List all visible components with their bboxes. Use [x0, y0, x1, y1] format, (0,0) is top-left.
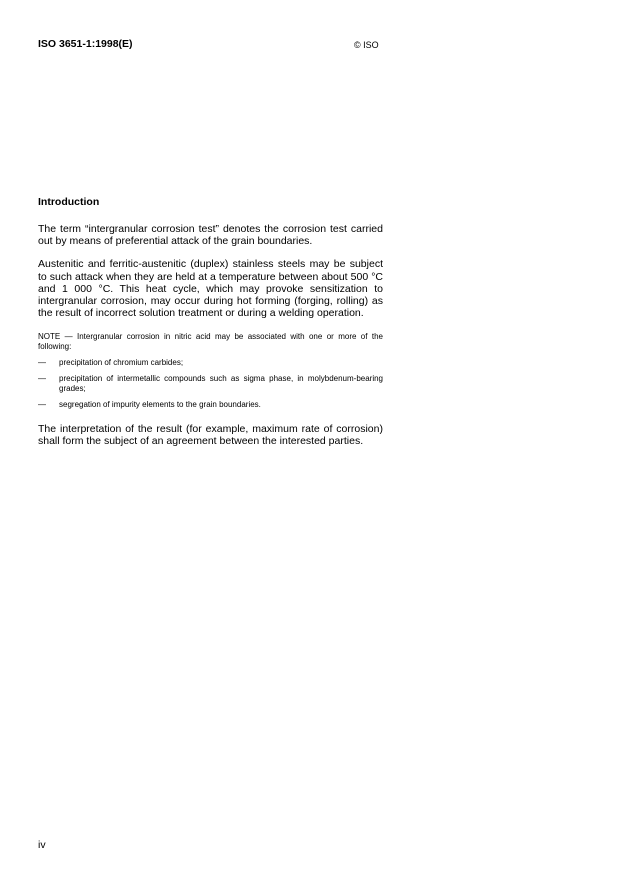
section-heading: Introduction	[38, 196, 100, 208]
paragraph-interpretation: The interpretation of the result (for example, maximum rate of corrosion) shall form the subject of an agreement between the interested parties.	[38, 422, 383, 448]
document-id: ISO 3651-1:1998(E)	[38, 38, 133, 50]
em-dash-bullet: —	[38, 357, 46, 367]
note-item-text: precipitation of chromium carbides;	[59, 357, 184, 367]
paragraph-definition: The term “intergranular corrosion test” denotes the corrosion test carried out by means of preferential attack of the grain boundaries.	[38, 223, 383, 248]
paragraph-sensitization: Austenitic and ferritic-austenitic (duplex) stainless steels may be subject to such attack when they are held at a temperature between about 500 °C and 1 000 °C. This heat cycle, which may provoke sensitization to intergranular corrosion, may occur during hot forming (forging, rolling) as the result of incorrect solution treatment or during a welding operation.	[38, 258, 383, 320]
em-dash-bullet: —	[38, 400, 46, 410]
note-intro: NOTE — Intergranular corrosion in nitric acid may be associated with one or more of the following:	[38, 332, 383, 352]
note-list-item	[38, 358, 383, 368]
note-item-text: precipitation of intermetallic compounds such as sigma phase, in molybdenum-bearing grades;	[59, 374, 383, 393]
page-number: iv	[38, 839, 46, 851]
note-list-item	[38, 374, 383, 393]
note-block	[38, 332, 383, 410]
note-item-text: segregation of impurity elements to the grain boundaries.	[59, 400, 261, 410]
copyright-notice: © ISO	[354, 40, 379, 50]
em-dash-bullet: —	[38, 374, 46, 384]
introduction-section	[38, 196, 383, 458]
note-list-item	[38, 400, 383, 410]
